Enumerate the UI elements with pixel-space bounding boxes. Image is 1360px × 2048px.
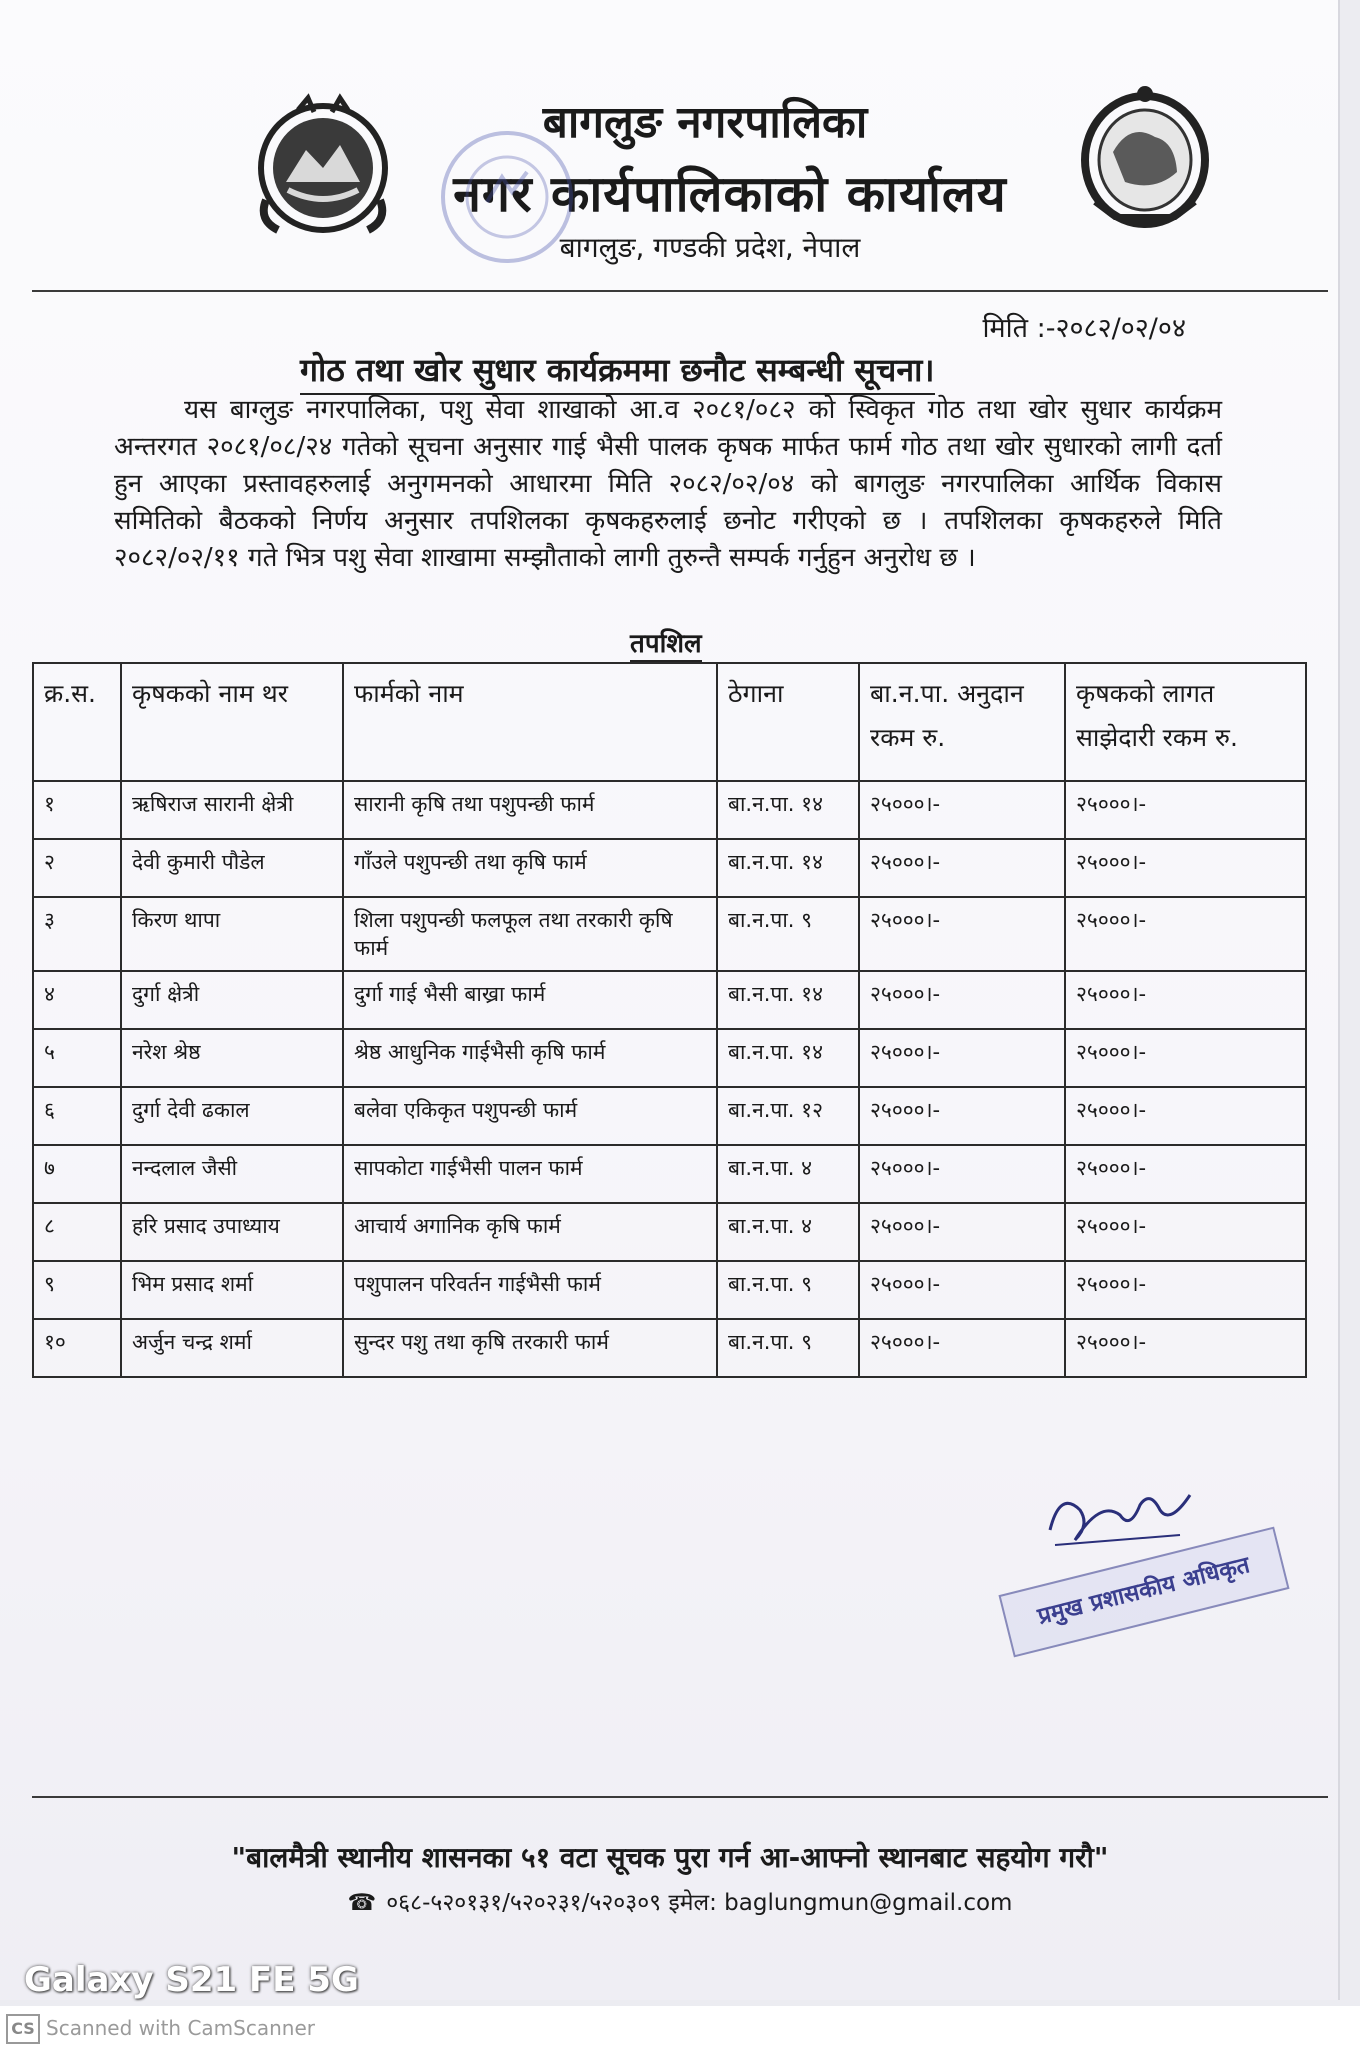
contact-text: ०६८-५२०१३१/५२०२३१/५२०३०९ इमेल: baglungmun@gmail.com bbox=[386, 1890, 1013, 1916]
header-farm-name: फार्मको नाम bbox=[343, 663, 717, 781]
cell-serial: १० bbox=[33, 1319, 121, 1377]
cell-grant: २५०००।- bbox=[859, 971, 1065, 1029]
cell-farmer-name: किरण थापा bbox=[121, 897, 343, 971]
header-serial: क्र.स. bbox=[33, 663, 121, 781]
office-seal-icon bbox=[432, 122, 582, 272]
cell-address: बा.न.पा. ४ bbox=[717, 1203, 859, 1261]
table-row bbox=[33, 1319, 1306, 1377]
cell-share: २५०००।- bbox=[1065, 1087, 1306, 1145]
footer-divider bbox=[32, 1796, 1328, 1798]
cell-share: २५०००।- bbox=[1065, 1203, 1306, 1261]
cell-farmer-name: अर्जुन चन्द्र शर्मा bbox=[121, 1319, 343, 1377]
cell-farmer-name: दुर्गा क्षेत्री bbox=[121, 971, 343, 1029]
header-farmer-name: कृषकको नाम थर bbox=[121, 663, 343, 781]
scanner-label: Scanned with CamScanner bbox=[46, 2016, 315, 2040]
cell-address: बा.न.पा. ९ bbox=[717, 897, 859, 971]
cell-grant: २५०००।- bbox=[859, 1203, 1065, 1261]
cell-grant: २५०००।- bbox=[859, 1145, 1065, 1203]
cell-share: २५०००।- bbox=[1065, 1261, 1306, 1319]
cell-farm-name: सुन्दर पशु तथा कृषि तरकारी फार्म bbox=[343, 1319, 717, 1377]
notice-title: गोठ तथा खोर सुधार कार्यक्रममा छनौट सम्बन्धी सूचना। bbox=[300, 348, 935, 395]
footer-slogan: "बालमैत्री स्थानीय शासनका ५१ वटा सूचक पुरा गर्न आ-आफ्नो स्थानबाट सहयोग गरौ" bbox=[231, 1841, 1109, 1874]
header-address: ठेगाना bbox=[717, 663, 859, 781]
notice-body: यस बाग्लुङ नगरपालिका, पशु सेवा शाखाको आ.व २०८१/०८२ को स्विकृत गोठ तथा खोर सुधार कार्यक्रम अन्तरगत २०८१/०८/२४ गतेको सूचना अनुसार गाई भैसी पालक कृषक मार्फत फार्म गोठ तथा खोर सुधारको लागी दर्ता हुन आएका प्रस्तावहरुलाई अनुगमनको आधारमा मिति २०८२/०२/०४ को बागलुङ नगरपालिका आर्थिक विकास समितिको बैठकको निर्णय अनुसार तपशिलका कृषकहरुलाई छनोट गरीएको छ । तपशिलका कृषकहरुले मिति २०८२/०२/११ गते भित्र पशु सेवा शाखामा सम्झौताको लागी तुरुन्तै सम्पर्क गर्नुहुन अनुरोध छ । bbox=[114, 395, 1222, 573]
cell-grant: २५०००।- bbox=[859, 1261, 1065, 1319]
cell-share: २५०००।- bbox=[1065, 839, 1306, 897]
table-row bbox=[33, 897, 1306, 971]
signature-icon bbox=[1030, 1470, 1210, 1560]
cell-share: २५०००।- bbox=[1065, 971, 1306, 1029]
cell-address: बा.न.पा. १२ bbox=[717, 1087, 859, 1145]
municipality-logo-icon bbox=[1075, 82, 1215, 232]
cell-grant: २५०००।- bbox=[859, 839, 1065, 897]
cell-farm-name: बलेवा एकिकृत पशुपन्छी फार्म bbox=[343, 1087, 717, 1145]
cell-address: बा.न.पा. १४ bbox=[717, 839, 859, 897]
cell-serial: ६ bbox=[33, 1087, 121, 1145]
cell-share: २५०००।- bbox=[1065, 1029, 1306, 1087]
cell-farmer-name: भिम प्रसाद शर्मा bbox=[121, 1261, 343, 1319]
cell-share: २५०००।- bbox=[1065, 897, 1306, 971]
cell-address: बा.न.पा. १४ bbox=[717, 971, 859, 1029]
cell-serial: १ bbox=[33, 781, 121, 839]
table-row bbox=[33, 1087, 1306, 1145]
cell-serial: २ bbox=[33, 839, 121, 897]
cell-grant: २५०००।- bbox=[859, 1319, 1065, 1377]
device-watermark: Galaxy S21 FE 5G bbox=[24, 1960, 359, 2000]
table-row bbox=[33, 1029, 1306, 1087]
cell-serial: ३ bbox=[33, 897, 121, 971]
table-row bbox=[33, 971, 1306, 1029]
table-row bbox=[33, 1145, 1306, 1203]
header-divider bbox=[32, 290, 1328, 292]
cell-farmer-name: दुर्गा देवी ढकाल bbox=[121, 1087, 343, 1145]
header-cost-share: कृषकको लागत साझेदारी रकम रु. bbox=[1065, 663, 1306, 781]
nepal-emblem-icon bbox=[248, 90, 398, 240]
cell-grant: २५०००।- bbox=[859, 1029, 1065, 1087]
cell-grant: २५०००।- bbox=[859, 781, 1065, 839]
cell-address: बा.न.पा. ९ bbox=[717, 1319, 859, 1377]
cell-address: बा.न.पा. १४ bbox=[717, 1029, 859, 1087]
cell-farmer-name: ऋषिराज सारानी क्षेत्री bbox=[121, 781, 343, 839]
scanner-footer bbox=[0, 2006, 1360, 2048]
cell-address: बा.न.पा. १४ bbox=[717, 781, 859, 839]
notice-date: मिति :-२०८२/०२/०४ bbox=[982, 313, 1186, 344]
table-header-row bbox=[33, 663, 1306, 781]
cell-share: २५०००।- bbox=[1065, 781, 1306, 839]
cell-farm-name: शिला पशुपन्छी फलफूल तथा तरकारी कृषि फार्म bbox=[343, 897, 717, 971]
table-row bbox=[33, 781, 1306, 839]
cell-farm-name: दुर्गा गाई भैसी बाख्रा फार्म bbox=[343, 971, 717, 1029]
cell-serial: ९ bbox=[33, 1261, 121, 1319]
cell-farm-name: पशुपालन परिवर्तन गाईभैसी फार्म bbox=[343, 1261, 717, 1319]
officer-title-stamp: प्रमुख प्रशासकीय अधिकृत bbox=[998, 1527, 1289, 1658]
cell-farm-name: सापकोटा गाईभैसी पालन फार्म bbox=[343, 1145, 717, 1203]
camscanner-logo-icon: CS bbox=[6, 2014, 40, 2044]
cell-farm-name: सारानी कृषि तथा पशुपन्छी फार्म bbox=[343, 781, 717, 839]
footer-contact bbox=[330, 1885, 1030, 1917]
cell-farmer-name: देवी कुमारी पौडेल bbox=[121, 839, 343, 897]
cell-serial: ५ bbox=[33, 1029, 121, 1087]
cell-share: २५०००।- bbox=[1065, 1319, 1306, 1377]
table-row bbox=[33, 1261, 1306, 1319]
cell-serial: ८ bbox=[33, 1203, 121, 1261]
municipality-name: बागलुङ नगरपालिका bbox=[542, 97, 868, 148]
cell-farm-name: गाँउले पशुपन्छी तथा कृषि फार्म bbox=[343, 839, 717, 897]
cell-serial: ४ bbox=[33, 971, 121, 1029]
list-caption: तपशिल bbox=[630, 624, 702, 662]
cell-serial: ७ bbox=[33, 1145, 121, 1203]
cell-farm-name: आचार्य अगानिक कृषि फार्म bbox=[343, 1203, 717, 1261]
cell-grant: २५०००।- bbox=[859, 897, 1065, 971]
cell-address: बा.न.पा. ९ bbox=[717, 1261, 859, 1319]
table-row bbox=[33, 839, 1306, 897]
office-address: बागलुङ, गण्डकी प्रदेश, नेपाल bbox=[559, 231, 861, 264]
cell-farm-name: श्रेष्ठ आधुनिक गाईभैसी कृषि फार्म bbox=[343, 1029, 717, 1087]
table-row bbox=[33, 1203, 1306, 1261]
cell-grant: २५०००।- bbox=[859, 1087, 1065, 1145]
cell-address: बा.न.पा. ४ bbox=[717, 1145, 859, 1203]
office-name: नगर कार्यपालिकाको कार्यालय bbox=[453, 165, 1007, 223]
cell-farmer-name: हरि प्रसाद उपाध्याय bbox=[121, 1203, 343, 1261]
selected-farmers-table bbox=[32, 662, 1307, 1378]
phone-icon: ☎ bbox=[347, 1890, 377, 1916]
cell-farmer-name: नन्दलाल जैसी bbox=[121, 1145, 343, 1203]
header-grant-amount: बा.न.पा. अनुदान रकम रु. bbox=[859, 663, 1065, 781]
cell-farmer-name: नरेश श्रेष्ठ bbox=[121, 1029, 343, 1087]
cell-share: २५०००।- bbox=[1065, 1145, 1306, 1203]
